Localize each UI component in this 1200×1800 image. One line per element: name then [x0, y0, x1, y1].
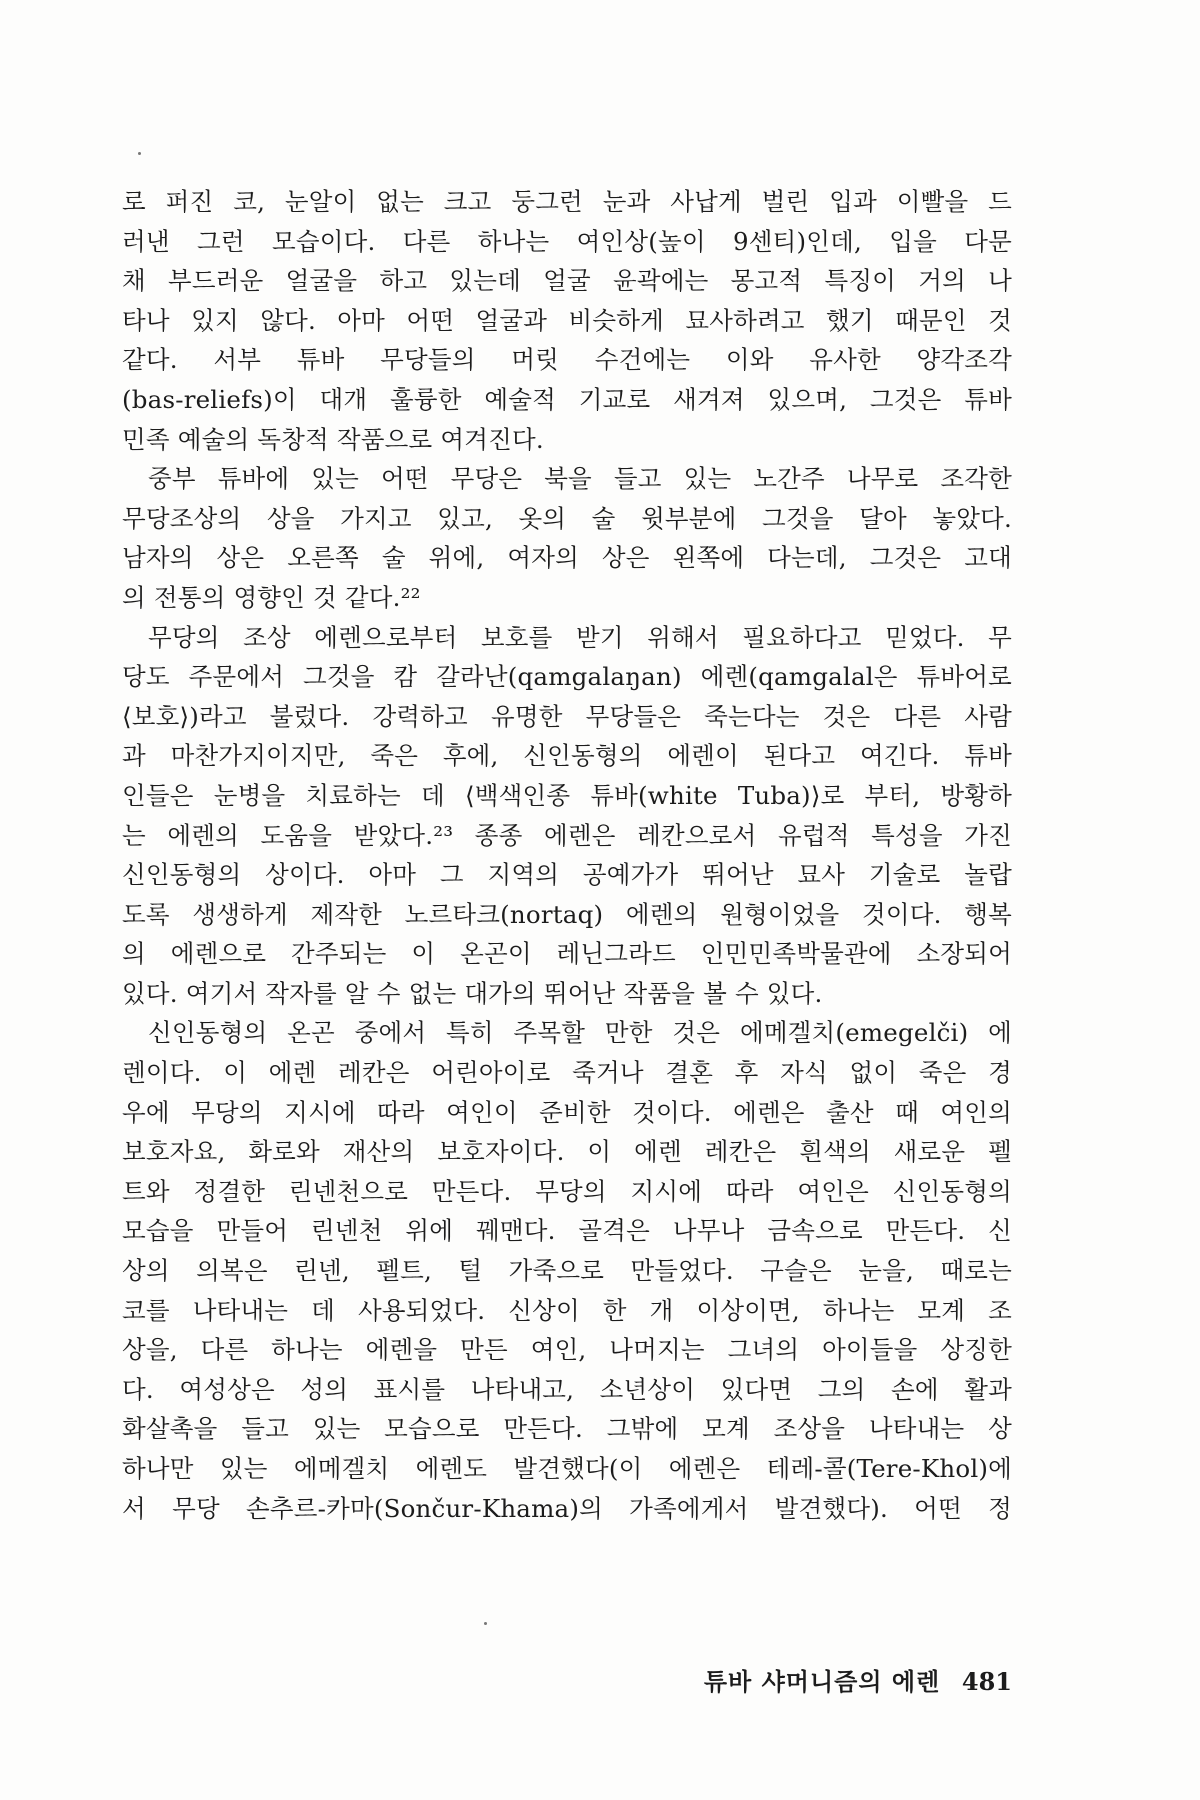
text-line: 하나만 있는 에메겔치 에렌도 발견했다(이 에렌은 테레-콜(Tere-Khol)에: [122, 1454, 1012, 1483]
paragraph-first-line: 신인동형의 온곤 중에서 특히 주목할 만한 것은 에메겔치(emegelči) 에: [148, 1018, 1012, 1048]
text-line: ⟨보호⟩)라고 불렀다. 강력하고 유명한 무당들은 죽는다는 것은 다른 사람: [122, 701, 1012, 731]
running-title: 튜바 샤머니즘의 에렌: [703, 1668, 941, 1696]
paragraph-first-line: 중부 튜바에 있는 어떤 무당은 북을 들고 있는 노간주 나무로 조각한: [148, 464, 1012, 494]
text-line: 코를 나타내는 데 사용되었다. 신상이 한 개 이상이면, 하나는 모계 조: [122, 1295, 1012, 1325]
text-line: 상을, 다른 하나는 에렌을 만든 여인, 나머지는 그녀의 아이들을 상징한: [122, 1335, 1012, 1365]
text-line: 있다. 여기서 작자를 알 수 없는 대가의 뛰어난 작품을 볼 수 있다.: [122, 978, 823, 1008]
page-number: 481: [961, 1667, 1012, 1696]
text-line: 는 에렌의 도움을 받았다.²³ 종종 에렌은 레칸으로서 유럽적 특성을 가진: [122, 820, 1012, 850]
text-line: 타나 있지 않다. 아마 어떤 얼굴과 비슷하게 묘사하려고 했기 때문인 것: [122, 305, 1012, 335]
text-line: 당도 주문에서 그것을 캄 갈라난(qamgalaŋan) 에렌(qamgalal은 튜바어로: [122, 662, 1012, 692]
text-line: 서 무당 손추르-카마(Sončur-Khama)의 가족에게서 발견했다). 어떤 정: [122, 1493, 1012, 1523]
text-line: 도록 생생하게 제작한 노르타크(nortaq) 에렌의 원형이었을 것이다. 행복: [122, 899, 1012, 929]
text-line: 채 부드러운 얼굴을 하고 있는데 얼굴 윤곽에는 몽고적 특징이 거의 나: [122, 266, 1012, 296]
text-line: 의 에렌으로 간주되는 이 온곤이 레닌그라드 인민민족박물관에 소장되어: [122, 939, 1012, 969]
text-line: 트와 정결한 린넨천으로 만든다. 무당의 지시에 따라 여인은 신인동형의: [122, 1176, 1012, 1206]
text-line: 신인동형의 상이다. 아마 그 지역의 공예가가 뛰어난 묘사 기술로 놀랍: [122, 860, 1012, 890]
text-line: 과 마찬가지이지만, 죽은 후에, 신인동형의 에렌이 된다고 여긴다. 튜바: [122, 741, 1012, 771]
text-line: 보호자요, 화로와 재산의 보호자이다. 이 에렌 레칸은 흰색의 새로운 펠: [122, 1137, 1012, 1167]
text-line: 상의 의복은 린넨, 펠트, 털 가죽으로 만들었다. 구슬은 눈을, 때로는: [122, 1256, 1012, 1286]
scan-speck: [484, 1622, 487, 1625]
scan-speck: [138, 152, 141, 155]
text-line: 러낸 그런 모습이다. 다른 하나는 여인상(높이 9센티)인데, 입을 다문: [122, 226, 1012, 256]
paragraph-first-line: 무당의 조상 에렌으로부터 보호를 받기 위해서 필요하다고 믿었다. 무: [148, 622, 1012, 652]
text-line: 민족 예술의 독창적 작품으로 여겨진다.: [122, 424, 544, 454]
body-text: [122, 182, 1012, 1528]
text-line: 같다. 서부 튜바 무당들의 머릿 수건에는 이와 유사한 양각조각: [122, 345, 1012, 375]
text-line: (bas-reliefs)이 대개 훌륭한 예술적 기교로 새겨져 있으며, 그것은 튜바: [122, 384, 1012, 414]
text-line: 모습을 만들어 린넨천 위에 꿰맨다. 골격은 나무나 금속으로 만든다. 신: [122, 1216, 1012, 1246]
text-line: 무당조상의 상을 가지고 있고, 옷의 술 윗부분에 그것을 달아 놓았다.: [122, 503, 1012, 533]
text-line: 다. 여성상은 성의 표시를 나타내고, 소년상이 있다면 그의 손에 활과: [122, 1374, 1012, 1404]
text-line: 남자의 상은 오른쪽 술 위에, 여자의 상은 왼쪽에 다는데, 그것은 고대: [122, 543, 1012, 573]
text-line: 화살촉을 들고 있는 모습으로 만든다. 그밖에 모계 조상을 나타내는 상: [122, 1414, 1012, 1444]
text-line: 인들은 눈병을 치료하는 데 ⟨백색인종 튜바(white Tuba)⟩로 부터, 방황하: [122, 780, 1012, 810]
text-line: 우에 무당의 지시에 따라 여인이 준비한 것이다. 에렌은 출산 때 여인의: [122, 1097, 1012, 1127]
text-line: 로 퍼진 코, 눈알이 없는 크고 둥그런 눈과 사납게 벌린 입과 이빨을 드: [122, 187, 1012, 216]
text-line: 의 전통의 영향인 것 같다.²²: [122, 582, 421, 612]
page-footer: [704, 1662, 1012, 1697]
text-line: 렌이다. 이 에렌 레칸은 어린아이로 죽거나 결혼 후 자식 없이 죽은 경: [122, 1058, 1012, 1088]
